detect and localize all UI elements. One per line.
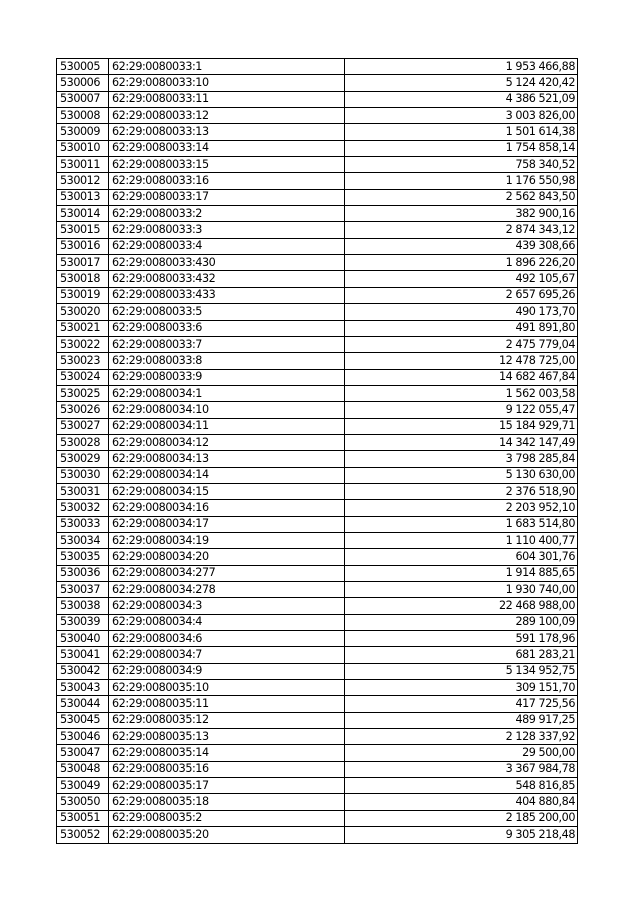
cadastral-value: 3 367 984,78 [345, 761, 578, 777]
row-number: 530038 [57, 598, 109, 614]
cadastral-value: 29 500,00 [345, 745, 578, 761]
row-number: 530016 [57, 238, 109, 254]
cadastral-value: 591 178,96 [345, 631, 578, 647]
row-number: 530051 [57, 810, 109, 826]
cadastral-value: 9 305 218,48 [345, 827, 578, 843]
row-number: 530026 [57, 402, 109, 418]
cadastral-number: 62:29:0080035:18 [109, 794, 345, 810]
cadastral-value: 1 754 858,14 [345, 140, 578, 156]
cadastral-number: 62:29:0080034:7 [109, 647, 345, 663]
cadastral-number: 62:29:0080035:10 [109, 680, 345, 696]
cadastral-number: 62:29:0080033:4 [109, 238, 345, 254]
row-number: 530043 [57, 680, 109, 696]
table-row [57, 614, 578, 630]
cadastral-number: 62:29:0080034:16 [109, 500, 345, 516]
cadastral-number: 62:29:0080034:277 [109, 565, 345, 581]
cadastral-number: 62:29:0080035:17 [109, 778, 345, 794]
cadastral-number: 62:29:0080033:6 [109, 320, 345, 336]
table-row [57, 582, 578, 598]
cadastral-value: 1 176 550,98 [345, 173, 578, 189]
cadastral-value: 2 185 200,00 [345, 810, 578, 826]
cadastral-number: 62:29:0080033:10 [109, 75, 345, 91]
table-row [57, 500, 578, 516]
table-row [57, 778, 578, 794]
cadastral-value: 2 562 843,50 [345, 189, 578, 205]
cadastral-number: 62:29:0080033:7 [109, 336, 345, 352]
row-number: 530027 [57, 418, 109, 434]
table-body [57, 59, 578, 844]
cadastral-value: 3 798 285,84 [345, 451, 578, 467]
row-number: 530010 [57, 140, 109, 156]
cadastral-value: 2 475 779,04 [345, 336, 578, 352]
row-number: 530011 [57, 157, 109, 173]
cadastral-value: 9 122 055,47 [345, 402, 578, 418]
cadastral-number: 62:29:0080033:14 [109, 140, 345, 156]
cadastral-value: 2 128 337,92 [345, 729, 578, 745]
cadastral-number: 62:29:0080033:13 [109, 124, 345, 140]
table-row [57, 810, 578, 826]
cadastral-number: 62:29:0080033:430 [109, 255, 345, 271]
table-row [57, 696, 578, 712]
table-row [57, 483, 578, 499]
cadastral-number: 62:29:0080034:10 [109, 402, 345, 418]
cadastral-value: 439 308,66 [345, 238, 578, 254]
cadastral-value: 681 283,21 [345, 647, 578, 663]
table-row [57, 75, 578, 91]
cadastral-number: 62:29:0080033:17 [109, 189, 345, 205]
cadastral-number: 62:29:0080034:13 [109, 451, 345, 467]
cadastral-number: 62:29:0080033:2 [109, 206, 345, 222]
table-row [57, 680, 578, 696]
cadastral-value: 4 386 521,09 [345, 91, 578, 107]
cadastral-number: 62:29:0080035:12 [109, 712, 345, 728]
row-number: 530042 [57, 663, 109, 679]
row-number: 530020 [57, 304, 109, 320]
cadastral-value: 404 880,84 [345, 794, 578, 810]
row-number: 530037 [57, 582, 109, 598]
row-number: 530036 [57, 565, 109, 581]
table-row [57, 271, 578, 287]
cadastral-value: 22 468 988,00 [345, 598, 578, 614]
cadastral-number: 62:29:0080034:4 [109, 614, 345, 630]
cadastral-number: 62:29:0080035:14 [109, 745, 345, 761]
cadastral-number: 62:29:0080033:432 [109, 271, 345, 287]
cadastral-number: 62:29:0080033:8 [109, 353, 345, 369]
table-row [57, 761, 578, 777]
table-row [57, 631, 578, 647]
cadastral-value: 1 896 226,20 [345, 255, 578, 271]
cadastral-value: 1 914 885,65 [345, 565, 578, 581]
row-number: 530052 [57, 827, 109, 843]
row-number: 530048 [57, 761, 109, 777]
cadastral-value: 489 917,25 [345, 712, 578, 728]
table-row [57, 238, 578, 254]
cadastral-value: 2 657 695,26 [345, 287, 578, 303]
cadastral-number: 62:29:0080034:19 [109, 532, 345, 548]
table-row [57, 157, 578, 173]
cadastral-number: 62:29:0080033:11 [109, 91, 345, 107]
cadastral-number: 62:29:0080035:11 [109, 696, 345, 712]
cadastral-number: 62:29:0080035:2 [109, 810, 345, 826]
table-row [57, 402, 578, 418]
cadastral-value: 14 682 467,84 [345, 369, 578, 385]
cadastral-value: 5 124 420,42 [345, 75, 578, 91]
row-number: 530033 [57, 516, 109, 532]
row-number: 530006 [57, 75, 109, 91]
cadastral-value: 1 562 003,58 [345, 385, 578, 401]
cadastral-number: 62:29:0080033:9 [109, 369, 345, 385]
cadastral-value: 2 203 952,10 [345, 500, 578, 516]
cadastral-value: 2 376 518,90 [345, 483, 578, 499]
row-number: 530023 [57, 353, 109, 369]
table-row [57, 255, 578, 271]
cadastral-value: 3 003 826,00 [345, 108, 578, 124]
row-number: 530034 [57, 532, 109, 548]
row-number: 530019 [57, 287, 109, 303]
cadastral-number: 62:29:0080033:3 [109, 222, 345, 238]
cadastral-value: 1 953 466,88 [345, 59, 578, 75]
cadastral-value: 604 301,76 [345, 549, 578, 565]
row-number: 530005 [57, 59, 109, 75]
table-row [57, 794, 578, 810]
row-number: 530017 [57, 255, 109, 271]
table-row [57, 663, 578, 679]
table-row [57, 124, 578, 140]
row-number: 530025 [57, 385, 109, 401]
table-row [57, 565, 578, 581]
cadastral-value: 15 184 929,71 [345, 418, 578, 434]
table-row [57, 173, 578, 189]
cadastral-value: 490 173,70 [345, 304, 578, 320]
cadastral-number: 62:29:0080034:3 [109, 598, 345, 614]
cadastral-number: 62:29:0080034:15 [109, 483, 345, 499]
cadastral-value-table [56, 58, 578, 844]
table-row [57, 467, 578, 483]
cadastral-number: 62:29:0080035:20 [109, 827, 345, 843]
cadastral-number: 62:29:0080033:5 [109, 304, 345, 320]
row-number: 530029 [57, 451, 109, 467]
cadastral-value: 1 683 514,80 [345, 516, 578, 532]
cadastral-value: 1 930 740,00 [345, 582, 578, 598]
table-row [57, 516, 578, 532]
table-row [57, 745, 578, 761]
table-row [57, 729, 578, 745]
table-row [57, 189, 578, 205]
table-row [57, 712, 578, 728]
cadastral-value: 5 134 952,75 [345, 663, 578, 679]
row-number: 530046 [57, 729, 109, 745]
cadastral-value: 1 501 614,38 [345, 124, 578, 140]
row-number: 530032 [57, 500, 109, 516]
row-number: 530014 [57, 206, 109, 222]
table-row [57, 549, 578, 565]
row-number: 530012 [57, 173, 109, 189]
cadastral-number: 62:29:0080033:15 [109, 157, 345, 173]
row-number: 530031 [57, 483, 109, 499]
table-row [57, 532, 578, 548]
table-row [57, 59, 578, 75]
cadastral-value: 289 100,09 [345, 614, 578, 630]
cadastral-value: 12 478 725,00 [345, 353, 578, 369]
cadastral-number: 62:29:0080034:6 [109, 631, 345, 647]
row-number: 530009 [57, 124, 109, 140]
cadastral-number: 62:29:0080035:16 [109, 761, 345, 777]
cadastral-number: 62:29:0080033:12 [109, 108, 345, 124]
cadastral-number: 62:29:0080035:13 [109, 729, 345, 745]
row-number: 530039 [57, 614, 109, 630]
row-number: 530049 [57, 778, 109, 794]
cadastral-number: 62:29:0080034:9 [109, 663, 345, 679]
row-number: 530047 [57, 745, 109, 761]
table-row [57, 598, 578, 614]
cadastral-number: 62:29:0080034:11 [109, 418, 345, 434]
row-number: 530028 [57, 434, 109, 450]
table-row [57, 108, 578, 124]
cadastral-number: 62:29:0080033:1 [109, 59, 345, 75]
row-number: 530007 [57, 91, 109, 107]
row-number: 530018 [57, 271, 109, 287]
row-number: 530050 [57, 794, 109, 810]
table-row [57, 451, 578, 467]
cadastral-value: 382 900,16 [345, 206, 578, 222]
row-number: 530022 [57, 336, 109, 352]
cadastral-value: 758 340,52 [345, 157, 578, 173]
cadastral-number: 62:29:0080034:1 [109, 385, 345, 401]
cadastral-value: 2 874 343,12 [345, 222, 578, 238]
table-row [57, 320, 578, 336]
row-number: 530013 [57, 189, 109, 205]
row-number: 530030 [57, 467, 109, 483]
table-row [57, 353, 578, 369]
cadastral-value: 491 891,80 [345, 320, 578, 336]
table-row [57, 827, 578, 843]
cadastral-value: 14 342 147,49 [345, 434, 578, 450]
table-row [57, 287, 578, 303]
table-row [57, 385, 578, 401]
table-row [57, 418, 578, 434]
table-row [57, 434, 578, 450]
table-row [57, 304, 578, 320]
cadastral-value: 492 105,67 [345, 271, 578, 287]
row-number: 530021 [57, 320, 109, 336]
table-row [57, 91, 578, 107]
row-number: 530035 [57, 549, 109, 565]
row-number: 530008 [57, 108, 109, 124]
cadastral-number: 62:29:0080033:16 [109, 173, 345, 189]
row-number: 530024 [57, 369, 109, 385]
cadastral-number: 62:29:0080034:20 [109, 549, 345, 565]
cadastral-number: 62:29:0080034:12 [109, 434, 345, 450]
row-number: 530040 [57, 631, 109, 647]
cadastral-number: 62:29:0080033:433 [109, 287, 345, 303]
row-number: 530015 [57, 222, 109, 238]
table-row [57, 336, 578, 352]
row-number: 530045 [57, 712, 109, 728]
table-row [57, 369, 578, 385]
table-row [57, 222, 578, 238]
cadastral-number: 62:29:0080034:17 [109, 516, 345, 532]
cadastral-value: 1 110 400,77 [345, 532, 578, 548]
cadastral-value: 5 130 630,00 [345, 467, 578, 483]
table-row [57, 206, 578, 222]
table-row [57, 647, 578, 663]
cadastral-value: 548 816,85 [345, 778, 578, 794]
table-row [57, 140, 578, 156]
cadastral-value: 417 725,56 [345, 696, 578, 712]
row-number: 530044 [57, 696, 109, 712]
row-number: 530041 [57, 647, 109, 663]
cadastral-number: 62:29:0080034:278 [109, 582, 345, 598]
cadastral-value: 309 151,70 [345, 680, 578, 696]
cadastral-number: 62:29:0080034:14 [109, 467, 345, 483]
